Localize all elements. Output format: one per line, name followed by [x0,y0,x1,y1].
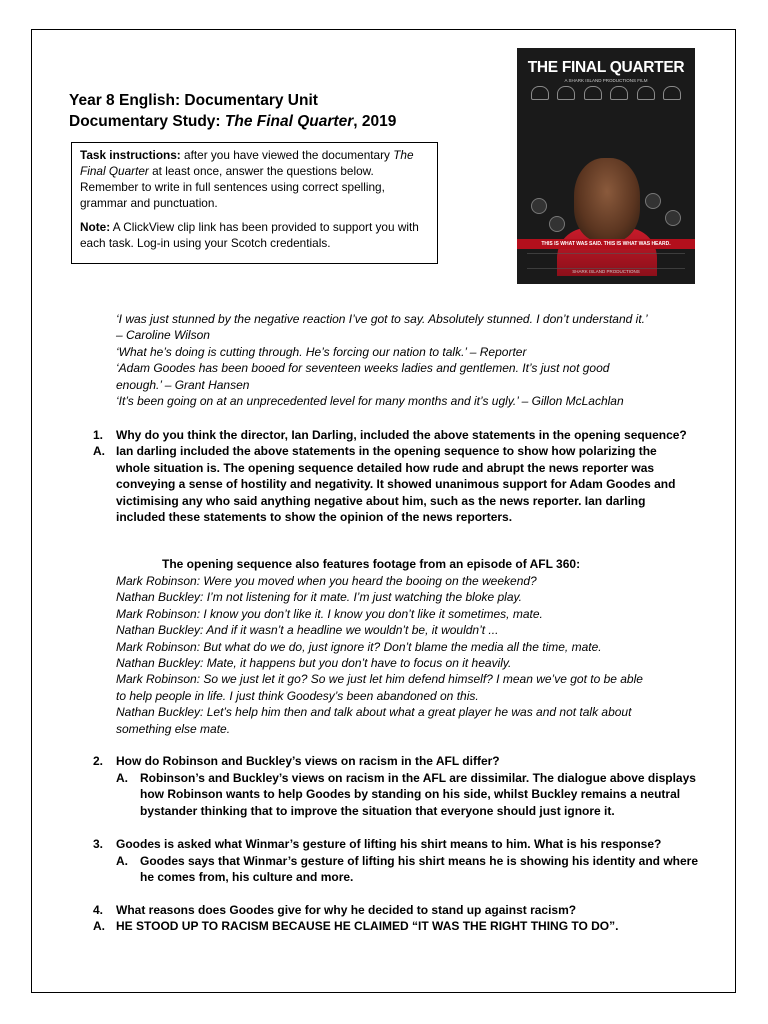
question-text: What reasons does Goodes give for why he decided to stand up against racism? [116,903,577,917]
poster-subtitle: A SHARK ISLAND PRODUCTIONS FILM [564,78,648,83]
laurel-icon [663,86,681,100]
task-instructions: Task instructions: after you have viewed the documentary The Final Quarter at least once, answer the questions below. Remember to write in full sentences using correct spelling, grammar and punctuation. [80,148,414,210]
quote-line: ‘I was just stunned by the negative reaction I’ve got to say. Absolutely stunned. I don’t understand it.’ [116,312,648,326]
laurel-icon [584,86,602,100]
answer-text: HE STOOD UP TO RACISM BECAUSE HE CLAIMED “IT WAS THE RIGHT THING TO DO”. [116,919,619,934]
dialogue-line: Nathan Buckley: Mate, it happens but you don’t have to focus on it heavily. [116,656,512,671]
laurel-icon [610,86,628,100]
task-instructions-box [71,142,438,264]
quote-line: ‘Adam Goodes has been booed for seventeen weeks ladies and gentlemen. It’s just not good [116,361,610,376]
task-note: Note: A ClickView clip link has been provided to support you with each task. Log-in using your Scotch credentials. [80,220,419,250]
question-4 [93,902,693,935]
afl-dialogue [116,573,706,737]
question-text: Why do you think the director, Ian Darling, included the above statements in the opening sequence? [116,428,687,442]
opening-quotes [116,311,706,409]
afl-intro: The opening sequence also features footage from an episode of AFL 360: [162,557,581,571]
microphone-icon [531,198,547,214]
poster-portrait [574,158,640,242]
laurel-icon [637,86,655,100]
microphone-icon [665,210,681,226]
microphone-icon [549,216,565,232]
study-title: Documentary Study: The Final Quarter, 2019 [69,113,397,130]
document-heading [69,90,396,132]
poster-laurels [531,86,681,102]
answer-2 [116,770,706,819]
dialogue-line: Nathan Buckley: Let’s help him then and talk about what a great player he was and not talk about [116,705,632,720]
dialogue-line: Mark Robinson: I know you don’t like it. I know you don’t like it sometimes, mate. [116,606,543,621]
dialogue-line: to help people in life. I just think Goodesy’s been abandoned on this. [116,688,479,703]
film-title: The Final Quarter [224,113,354,130]
unit-title: Year 8 English: Documentary Unit [69,92,318,109]
question-2 [93,753,693,769]
question-text: Goodes is asked what Winmar’s gesture of lifting his shirt means to him. What is his response? [116,837,662,851]
question-3 [93,836,693,852]
poster-logo: SHARK ISLAND PRODUCTIONS [572,269,640,274]
laurel-icon [531,86,549,100]
dialogue-line: Mark Robinson: But what do we do, just ignore it? Don’t blame the media all the time, mate. [116,639,602,654]
dialogue-line: Nathan Buckley: And if it wasn’t a headline we wouldn’t be, it wouldn’t ... [116,623,499,638]
poster-tagline: THIS IS WHAT WAS SAID. THIS IS WHAT WAS HEARD. [517,239,695,249]
quote-line: enough.’ – Grant Hansen [116,377,250,392]
quote-line: ‘It’s been going on at an unprecedented level for many months and it’s ugly.’ – Gillon McLachlan [116,394,624,409]
dialogue-line: Mark Robinson: So we just let it go? So we just let him defend himself? I mean we’ve got to be able [116,672,643,687]
answer-text: Goodes says that Winmar’s gesture of lifting his shirt means he is showing his identity and where he comes from, his culture and more. [140,854,698,885]
answer-label: A. [93,444,105,459]
answer-label: A. [116,771,128,785]
question-number: 1. [93,428,104,442]
question-number: 4. [93,903,104,917]
answer-3 [116,853,706,886]
laurel-icon [557,86,575,100]
question-text: How do Robinson and Buckley’s views on racism in the AFL differ? [116,754,500,768]
answer-text: Ian darling included the above statements in the opening sequence to show how polarizing the whole situation is. The opening sequence detailed how rude and abrupt the news reporter was conveying a sense of hostility and negativity. It showed unanimous support for Adam Goodes and victimising any who said anything negative about him, such as the news reporter. Ian darling included these statements to show the opinion of the news reporters. [116,444,676,525]
poster-title: THE FINAL QUARTER [527,59,685,76]
answer-label: A. [116,854,128,868]
microphone-icon [645,193,661,209]
quote-line: ‘What he’s doing is cutting through. He’s forcing our nation to talk.’ – Reporter [116,344,527,359]
answer-text: Robinson’s and Buckley’s views on racism in the AFL are dissimilar. The dialogue above displays how Robinson wants to help Goodes by standing on his side, whilst Buckley remains a neutral bystander thinking that to improve the situation that everyone should just ignore it. [140,771,696,818]
question-1 [93,427,693,525]
dialogue-line: something else mate. [116,721,231,736]
dialogue-line: Mark Robinson: Were you moved when you heard the booing on the weekend? [116,574,537,588]
question-number: 3. [93,837,104,851]
poster-credits [527,253,685,269]
quote-line: – Caroline Wilson [116,328,210,343]
dialogue-line: Nathan Buckley: I’m not listening for it mate. I’m just watching the bloke play. [116,590,522,605]
movie-poster-image [517,48,695,284]
answer-label: A. [93,919,105,934]
question-number: 2. [93,754,104,768]
